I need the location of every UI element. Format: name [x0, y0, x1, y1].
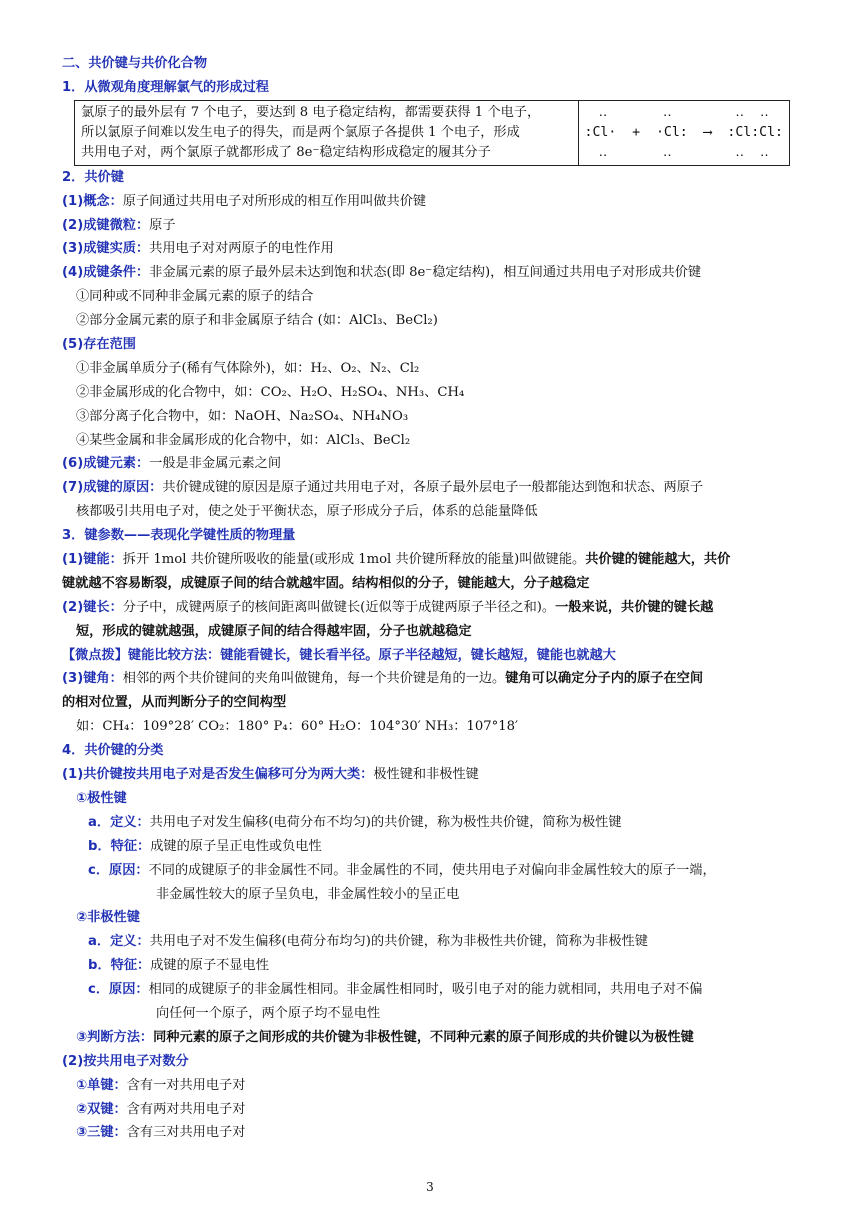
range-item: ②非金属形成的化合物中，如：CO₂、H₂O、H₂SO₄、NH₃、CH₄ [76, 384, 465, 400]
document-body [62, 52, 802, 1145]
range-item: ①非金属单质分子(稀有气体除外)，如：H₂、O₂、N₂、Cl₂ [76, 360, 420, 376]
text: 原子间通过共用电子对所形成的相互作用叫做共价键 [122, 193, 427, 209]
emphasis: 键角可以确定分子内的原子在空间 [505, 671, 704, 687]
bond-angle-cont: 的相对位置，从而判断分子的空间构型 [62, 695, 287, 711]
existence-range [62, 333, 802, 357]
condition-item: ①同种或不同种非金属元素的原子的结合 [76, 289, 314, 305]
text: 含有三对共用电子对 [126, 1125, 246, 1141]
heading-1: 1．从微观角度理解氯气的形成过程 [62, 79, 269, 95]
label: (3)键角： [62, 671, 123, 687]
polar-def [62, 811, 802, 835]
judge-method [62, 1026, 802, 1050]
bond-energy-cont: 键就越不容易断裂，成键原子间的结合就越牢固。结构相似的分子，键能越大，分子越稳定 [62, 575, 590, 591]
text: 共用电子对发生偏移(电荷分布不均匀)的共价键，称为极性共价键，简称为极性键 [149, 814, 622, 830]
range-item: ③部分离子化合物中，如：NaOH、Na₂SO₄、NH₄NO₃ [76, 408, 409, 424]
heading-em: 表现化学键性质的物理量 [150, 528, 296, 544]
label: ①单键： [76, 1077, 127, 1093]
text: 含有两对共用电子对 [126, 1101, 246, 1117]
bond-conditions [62, 261, 802, 285]
nonpolar-reason [62, 978, 802, 1002]
text: 成键的原子不显电性 [150, 958, 269, 974]
text: 拆开 1mol 共价键所吸收的能量(或形成 1mol 共价键所释放的能量)叫做键能。 [122, 552, 586, 568]
range-item: ④某些金属和非金属形成的化合物中，如：AlCl₃、BeCl₂ [76, 432, 411, 448]
text: 成键的原子呈正电性或负电性 [150, 838, 322, 854]
bond-length [62, 596, 802, 620]
label: (1)共价键按共用电子对是否发生偏移可分为两大类： [62, 767, 374, 783]
label: (2)键长： [62, 599, 123, 615]
heading-4: 4．共价键的分类 [62, 743, 164, 759]
nonpolar-def [62, 930, 802, 954]
bond-reason-cont: 核都吸引共用电子对，使之处于平衡状态，原子形成分子后，体系的总能量降低 [76, 504, 538, 520]
text: 极性键和非极性键 [373, 767, 479, 783]
text: 相同的成键原子的非金属性相同。非金属性相同时，吸引电子对的能力就相同，共用电子对不偏 [148, 982, 703, 998]
text: 非金属元素的原子最外层未达到饱和状态(即 8e⁻稳定结构)，相互间通过共用电子对形成共价键 [149, 265, 702, 281]
text: 一般是非金属元素之间 [149, 456, 282, 472]
condition-item: ②部分金属元素的原子和非金属原子结合 (如：AlCl₃、BeCl₂) [76, 313, 438, 329]
double-bond [62, 1098, 802, 1122]
label: ②双键： [76, 1101, 127, 1117]
bond-angle [62, 667, 802, 691]
bond-elements [62, 452, 802, 476]
section-title: 二、共价键与共价化合物 [62, 56, 208, 71]
heading-3 [62, 524, 802, 548]
polar-bond-label: ①极性键 [76, 790, 127, 806]
label: b．特征： [88, 838, 151, 854]
bond-energy [62, 548, 802, 572]
text: 不同的成键原子的非金属性不同。非金属性的不同，使共用电子对偏向非金属性较大的原子一端， [148, 862, 716, 878]
box-line: 所以氯原子间难以发生电子的得失，而是两个氯原子各提供 1 个电子，形成 [81, 124, 520, 140]
label: ③三键： [76, 1125, 127, 1141]
tip: 【微点拨】键能比较方法：键能看键长，键长看半径。原子半径越短，键长越短，键能也就越大 [62, 647, 616, 663]
label: (3)成键实质： [62, 241, 150, 257]
label: a．定义： [88, 814, 150, 830]
lewis-structure [578, 100, 790, 165]
label: (2)按共用电子对数分 [62, 1053, 189, 1069]
label: c．原因： [88, 982, 149, 998]
label: (1)键能： [62, 552, 123, 568]
bond-length-cont: 短，形成的键就越强，成键原子间的结合得越牢固，分子也就越稳定 [76, 623, 472, 639]
text: 共用电子对不发生偏移(电荷分布均匀)的共价键，称为非极性共价键，简称为非极性键 [149, 934, 648, 950]
heading-num: 3．键参数—— [62, 528, 151, 544]
label: c．原因： [88, 862, 149, 878]
bond-particles [62, 214, 802, 238]
label: (4)成键条件： [62, 265, 150, 281]
label: b．特征： [88, 958, 151, 974]
box-text [75, 100, 579, 165]
angle-examples: 如：CH₄：109°28′ CO₂：180° P₄：60° H₂O：104°30′ NH₃：107°18′ [76, 719, 518, 735]
page-number: 3 [426, 1180, 434, 1194]
polar-reason-cont: 非金属性较大的原子呈负电，非金属性较小的呈正电 [156, 886, 460, 902]
label: (1)概念： [62, 193, 123, 209]
single-bond [62, 1074, 802, 1098]
text: 相邻的两个共价键间的夹角叫做键角，每一个共价键是角的一边。 [122, 671, 506, 687]
label: (5)存在范围 [62, 337, 136, 353]
lewis-dots-top: ‥ ‥ ‥ ‥ [598, 104, 769, 120]
bond-reason [62, 476, 802, 500]
heading-2: 2．共价键 [62, 169, 124, 185]
emphasis: 共价键的键能越大，共价 [585, 552, 731, 568]
text: 共价键成键的原因是原子通过共用电子对，各原子最外层电子一般都能达到饱和状态、两原子 [162, 480, 704, 496]
concept [62, 190, 802, 214]
triple-bond [62, 1121, 802, 1145]
label: a．定义： [88, 934, 150, 950]
text: 原子 [149, 217, 176, 233]
polar-reason [62, 859, 802, 883]
lewis-dots-bottom: ‥ ‥ ‥ ‥ [598, 144, 769, 160]
lewis-formula: :Cl· + ·Cl: ⟶ :Cl:Cl: [584, 124, 783, 140]
classification [62, 763, 802, 787]
text: 含有一对共用电子对 [126, 1077, 246, 1093]
bond-essence [62, 237, 802, 261]
text: 分子中，成键两原子的核间距离叫做键长(近似等于成键两原子半径之和)。 [122, 599, 556, 615]
label: (6)成键元素： [62, 456, 150, 472]
box-line: 共用电子对，两个氯原子就都形成了 8e⁻稳定结构形成稳定的履其分子 [81, 144, 491, 160]
nonpolar-bond-label: ②非极性键 [76, 910, 140, 926]
label: (2)成键微粒： [62, 217, 150, 233]
nonpolar-reason-cont: 向任何一个原子，两个原子均不显电性 [156, 1005, 381, 1021]
text: 同种元素的原子之间形成的共价键为非极性键，不同种元素的原子间形成的共价键以为极性键 [153, 1029, 694, 1045]
nonpolar-feature [62, 954, 802, 978]
box-line: 氯原子的最外层有 7 个电子，要达到 8 电子稳定结构，都需要获得 1 个电子， [81, 104, 541, 120]
emphasis: 一般来说，共价键的键长越 [555, 599, 714, 615]
polar-feature [62, 835, 802, 859]
text: 共用电子对对两原子的电性作用 [149, 241, 334, 257]
label: ③判断方法： [76, 1029, 154, 1045]
chlorine-formation-box [74, 100, 790, 166]
by-pair-count [62, 1050, 802, 1074]
label: (7)成键的原因： [62, 480, 163, 496]
